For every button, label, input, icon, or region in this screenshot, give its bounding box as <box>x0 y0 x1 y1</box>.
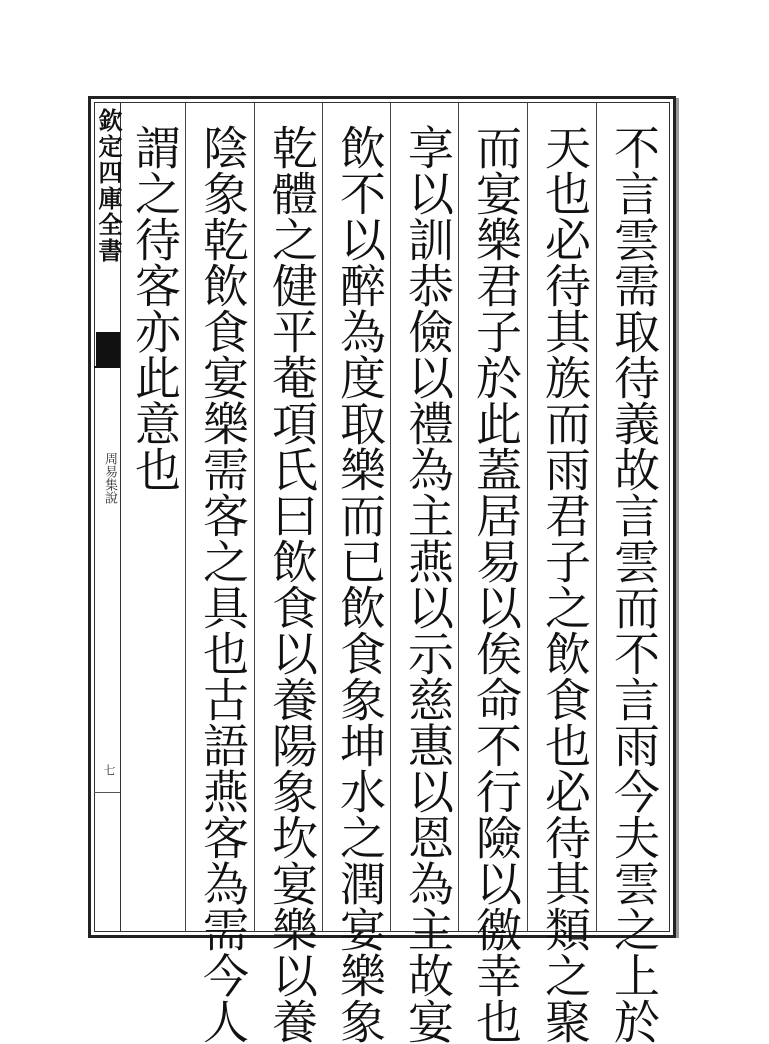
column-rule <box>185 102 186 932</box>
text-column-2: 天也必待其族而雨君子之飲食也必待其類之聚 <box>538 124 592 1044</box>
column-rule <box>458 102 459 932</box>
column-rule <box>390 102 391 932</box>
fishtail-mark <box>96 332 120 366</box>
margin-rule <box>94 792 120 793</box>
column-rule <box>527 102 528 932</box>
text-column-5: 飲不以醉為度取樂而已飲食象坤水之潤宴樂象 <box>333 124 387 1044</box>
page-edge-shadow <box>676 98 679 938</box>
text-column-8: 謂之待客亦此意也 <box>128 124 182 492</box>
column-rule <box>254 102 255 932</box>
text-column-3: 而宴樂君子於此蓋居易以俟命不行險以徼幸也 <box>469 124 523 1044</box>
fishtail-line <box>94 366 120 368</box>
column-rule <box>322 102 323 932</box>
page-number: 七 <box>102 764 116 776</box>
edition-title: 欽定四庫全書 <box>94 108 123 264</box>
text-column-6: 乾體之健平菴項氏曰飲食以養陽象坎宴樂以養 <box>265 124 319 1044</box>
text-column-4: 享以訓恭儉以禮為主燕以示慈惠以恩為主故宴 <box>401 124 455 1044</box>
book-title: 周易集說 <box>102 452 117 504</box>
text-column-1: 不言雲需取待義故言雲而不言雨今夫雲之上於 <box>607 124 661 1044</box>
text-column-7: 陰象乾飲食宴樂需客之具也古語燕客為需今人 <box>196 124 250 1044</box>
column-rule <box>596 102 597 932</box>
